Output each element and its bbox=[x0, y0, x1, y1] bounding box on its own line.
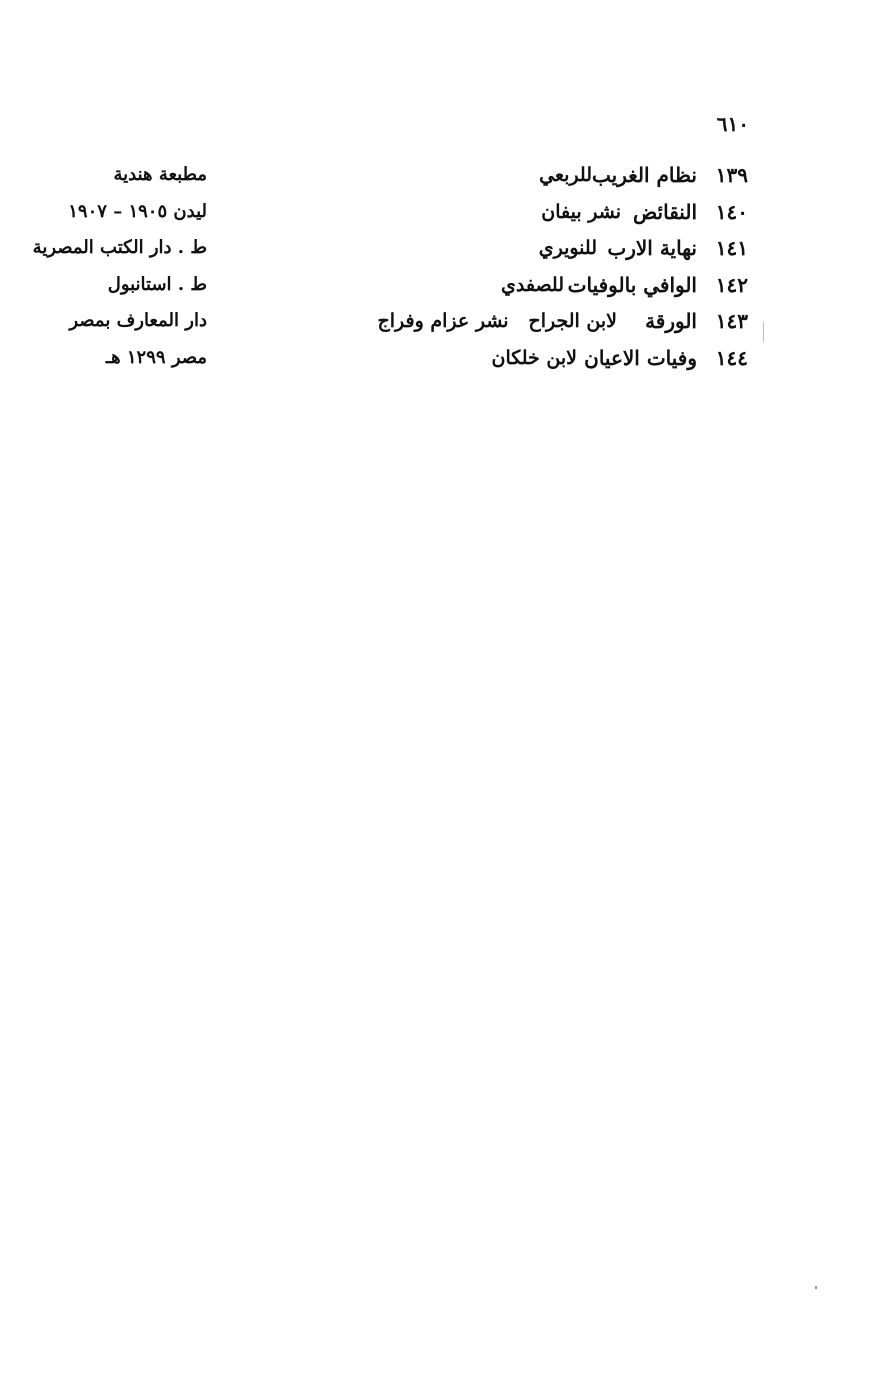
entry-author: نشر بيفان bbox=[541, 200, 621, 223]
entry-title: الورقة bbox=[645, 309, 697, 334]
entry-number: ١٣٩ bbox=[715, 163, 748, 187]
entry-number: ١٤٠ bbox=[715, 199, 748, 224]
entry-title: نهاية الارب bbox=[607, 236, 697, 261]
entry-title: نظام الغريب bbox=[592, 163, 697, 187]
entry-author: للنويري bbox=[538, 237, 597, 260]
entry-author: لابن خلكان bbox=[491, 346, 577, 369]
list-item bbox=[0, 233, 879, 270]
entry-publisher: دار المعارف بمصر bbox=[69, 310, 207, 332]
list-item bbox=[0, 306, 879, 343]
entry-publisher: ليدن ١٩٠٥ – ١٩٠٧ bbox=[68, 200, 207, 222]
entry-number: ١٤١ bbox=[715, 236, 748, 261]
page-number: ٦١٠ bbox=[716, 112, 749, 136]
list-item bbox=[0, 343, 879, 380]
entry-publisher: ط . استانبول bbox=[107, 273, 207, 295]
entry-title: الوافي بالوفيات bbox=[567, 272, 697, 297]
entry-author: للصفدي bbox=[500, 273, 564, 296]
scan-speck bbox=[815, 1286, 817, 1289]
entry-title: وفيات الاعيان bbox=[584, 345, 697, 370]
entry-publisher: مصر ١٢٩٩ هـ bbox=[105, 346, 207, 368]
entry-number: ١٤٣ bbox=[715, 309, 748, 334]
list-item bbox=[0, 270, 879, 307]
entry-number: ١٤٢ bbox=[715, 272, 748, 297]
bibliography-list bbox=[0, 160, 879, 380]
entry-author: لابن الجراح نشر عزام وفراج bbox=[377, 310, 617, 333]
entry-author: للربعي bbox=[539, 164, 592, 186]
entry-title: النقائض bbox=[633, 199, 697, 224]
margin-mark bbox=[763, 322, 764, 342]
list-item bbox=[0, 197, 879, 234]
entry-number: ١٤٤ bbox=[715, 345, 748, 370]
entry-publisher: مطبعة هندية bbox=[113, 164, 207, 185]
entry-publisher: ط . دار الكتب المصرية bbox=[32, 237, 207, 259]
list-item bbox=[0, 160, 879, 197]
